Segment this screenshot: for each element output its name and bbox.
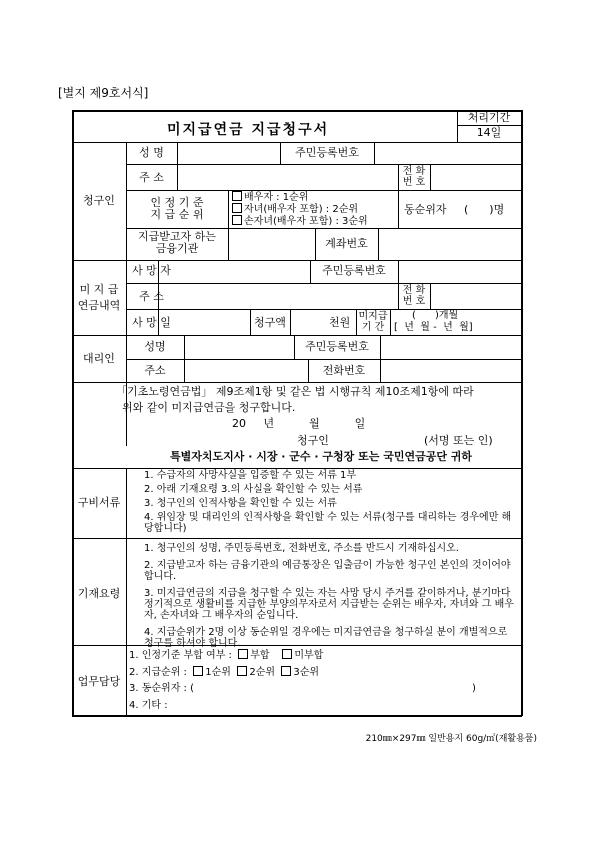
won-unit: 천원 — [329, 316, 351, 329]
claimant-name-label: 성 명 — [139, 146, 164, 159]
document-item: 4. 위임장 및 대리인의 인적사항을 확인할 수 있는 서류(청구를 대리하는 경우에만 해당합니다) — [144, 512, 512, 534]
instructions-list — [132, 543, 516, 652]
form-title: 미지급연금 지급청구서 — [167, 122, 330, 138]
deceased-phone-label: 전 화 번 호 — [402, 285, 426, 307]
agent-rrn-label: 주민등록번호 — [305, 340, 369, 353]
office-line3-end: ) — [472, 683, 476, 694]
deceased-address-label: 주 소 — [139, 290, 164, 303]
processing-period-value: 14일 — [476, 126, 502, 139]
grandchildren-checkbox[interactable] — [232, 215, 242, 225]
bank-label: 지급받고자 하는 금융기관 — [138, 230, 216, 255]
spouse-checkbox[interactable] — [232, 191, 242, 201]
deceased-rrn-label: 주민등록번호 — [322, 264, 386, 277]
agent-phone-label: 전화번호 — [322, 364, 366, 377]
office-line2: 2. 지급순위 : 1순위 2순위 3순위 — [129, 667, 320, 678]
agent-section-label: 대리인 — [83, 352, 115, 365]
agent-address-label: 주소 — [144, 364, 166, 377]
document-item: 3. 청구인의 인적사항을 확인할 수 있는 서류 — [144, 498, 337, 509]
instruction-item: 4. 지급순위가 2명 이상 동순위일 경우에는 미지급연금을 청구하실 분이 개별적으로 청구를 하셔야 합니다. — [144, 627, 508, 649]
option-children[interactable]: 자녀(배우자 포함) : 2순위 — [232, 203, 358, 215]
instruction-item: 1. 청구인의 성명, 주민등록번호, 전화번호, 주소를 반드시 기재하십시오. — [144, 543, 459, 554]
declaration-line1: 「기초노령연금법」 제9조제1항 및 같은 법 시행규칙 제10조제1항에 따라 — [116, 385, 474, 398]
claimant-section-label: 청구인 — [83, 194, 115, 207]
death-date-label: 사 망 일 — [132, 316, 171, 329]
processing-period-label: 처리기간 — [467, 111, 511, 124]
declaration-claimant: 청구인 — [297, 434, 329, 447]
rank1-checkbox[interactable] — [193, 666, 203, 676]
documents-label: 구비서류 — [77, 496, 121, 509]
paper-spec: 210㎜×297㎜ 일반용지 60g/㎡(재활용품) — [365, 734, 537, 744]
office-line3: 3. 동순위자 : ( — [129, 683, 194, 694]
instruction-item: 3. 미지급연금의 지급을 청구할 수 있는 자는 사망 당시 주거를 같이하거나, 분기마다 정기적으로 생활비를 지급한 부양의무자로서 지급받는 순위는 배우자, 자녀와 그 배우자, 손자녀와 그 배우자의 순입니다. — [144, 588, 514, 621]
children-checkbox[interactable] — [232, 203, 242, 213]
same-rank-count: ( )명 — [464, 203, 505, 216]
criteria-label: 인 정 기 준 지 급 순 위 — [150, 196, 204, 221]
office-line4: 4. 기타 : — [129, 700, 168, 711]
claim-form — [72, 110, 522, 716]
claimant-phone-label: 전 화 번 호 — [402, 166, 426, 188]
option-spouse[interactable]: 배우자 : 1순위 — [232, 191, 308, 203]
declaration-line2: 위와 같이 미지급연금을 청구합니다. — [122, 401, 296, 414]
period-range: [ 년 월 - 년 월] — [394, 322, 473, 333]
office-line1: 1. 인정기준 부합 여부 : 부합 미부합 — [129, 650, 324, 661]
match-yes-checkbox[interactable] — [238, 649, 248, 659]
office-label: 업무담당 — [77, 675, 121, 688]
match-no-checkbox[interactable] — [282, 649, 292, 659]
instructions-label: 기재요령 — [77, 587, 121, 600]
instruction-item: 2. 지급받고자 하는 금융기관의 예금통장은 입출금이 가능한 청구인 본인의 것이어야 합니다. — [144, 560, 511, 582]
addressee: 특별자치도지사 · 시장 · 군수 · 구청장 또는 국민연금공단 귀하 — [170, 450, 473, 463]
rank3-checkbox[interactable] — [281, 666, 291, 676]
document-item: 2. 아래 기재요령 3.의 사실을 확인할 수 있는 서류 — [144, 484, 363, 495]
deceased-section-label: 미 지 급 연금내역 — [77, 283, 121, 312]
declaration-date: 20 년 월 일 — [232, 417, 366, 430]
deceased-name-label: 사 망 자 — [132, 264, 171, 277]
claimant-address-label: 주 소 — [139, 171, 164, 184]
same-rank-label: 동순위자 — [404, 203, 447, 216]
months-count: ( )개월 — [412, 310, 459, 321]
claimant-rrn-label: 주민등록번호 — [295, 146, 359, 159]
signature-label: (서명 또는 인) — [424, 434, 493, 447]
agent-name-label: 성명 — [144, 340, 166, 353]
rank2-checkbox[interactable] — [237, 666, 247, 676]
option-grandchildren[interactable]: 손자녀(배우자 포함) : 3순위 — [232, 215, 368, 227]
unpaid-period-label: 미지급 기 간 — [358, 311, 388, 333]
documents-list — [132, 470, 516, 537]
claim-amount-label: 청구액 — [254, 316, 286, 329]
account-label: 계좌번호 — [325, 237, 368, 250]
document-item: 1. 수급자의 사망사실을 입증할 수 있는 서류 1부 — [144, 470, 357, 481]
form-id: [별지 제9호서식] — [58, 86, 149, 100]
